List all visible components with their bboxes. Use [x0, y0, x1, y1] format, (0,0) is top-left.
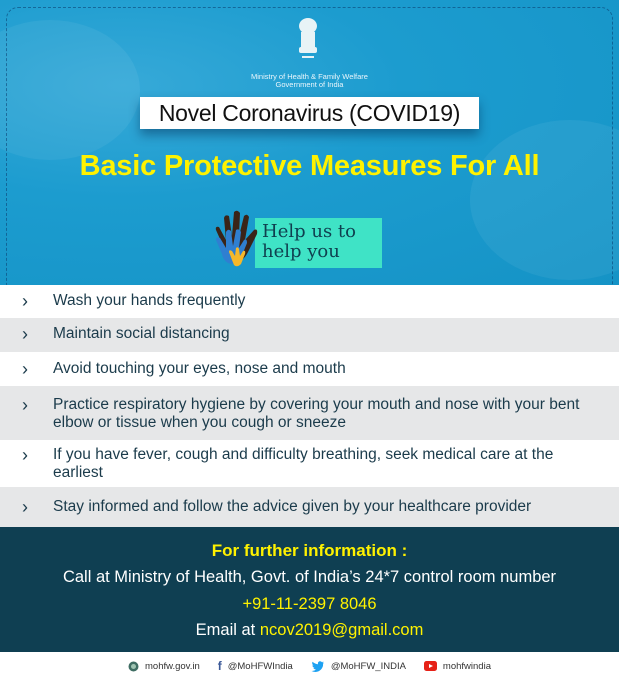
email-line [0, 621, 619, 640]
contact-info-panel [0, 527, 619, 652]
national-emblem-icon [293, 14, 323, 62]
facebook-icon: f [217, 659, 222, 673]
hero-banner [0, 0, 619, 285]
badge-line-1: Help us to [262, 221, 356, 242]
globe-icon [128, 661, 139, 672]
subtitle-box [140, 97, 479, 129]
footer [0, 652, 619, 680]
info-heading: For further information : [211, 541, 408, 560]
badge-panel [255, 218, 382, 268]
ministry-name: Ministry of Health & Family Welfare [251, 72, 368, 81]
chevron-right-icon: › [22, 445, 28, 465]
measure-text: Stay informed and follow the advice given by your healthcare provider [53, 498, 532, 515]
measure-text: Maintain social distancing [53, 325, 230, 342]
phone-number[interactable]: +91-11-2397 8046 [242, 595, 377, 613]
measure-text: Avoid touching your eyes, nose and mouth [53, 360, 346, 377]
youtube-icon [424, 661, 437, 671]
facebook-handle: @MoHFWIndia [227, 660, 293, 672]
website-link[interactable] [128, 661, 200, 672]
call-text: Call at Ministry of Health, Govt. of India’s 24*7 control room number [62, 568, 557, 586]
facebook-link[interactable] [218, 659, 293, 673]
list-item [0, 352, 619, 386]
list-item [0, 285, 619, 318]
government-name: Government of India [275, 80, 344, 89]
twitter-handle: @MoHFW_INDIA [330, 660, 406, 672]
chevron-right-icon: › [22, 395, 28, 415]
list-item [0, 386, 619, 440]
help-us-badge [210, 208, 385, 270]
website-text: mohfw.gov.in [145, 660, 200, 672]
twitter-icon [311, 661, 325, 672]
measures-list [0, 285, 619, 527]
page-title: Basic Protective Measures For All [79, 150, 540, 182]
list-item [0, 487, 619, 527]
measure-text: Practice respiratory hygiene by covering your mouth and nose with your bent elbow or tissue when you cough or sneeze [53, 396, 580, 431]
youtube-link[interactable] [424, 661, 491, 672]
chevron-right-icon: › [22, 324, 28, 344]
chevron-right-icon: › [22, 497, 28, 517]
list-item [0, 440, 619, 487]
subtitle: Novel Coronavirus (COVID19) [158, 99, 461, 126]
chevron-right-icon: › [22, 359, 28, 379]
twitter-link[interactable] [311, 661, 406, 672]
hands-icon [210, 208, 270, 270]
measure-text: If you have fever, cough and difficulty breathing, seek medical care at the earliest [53, 446, 554, 481]
youtube-handle: mohfwindia [442, 660, 491, 672]
list-item [0, 318, 619, 352]
badge-line-2: help you [262, 241, 340, 262]
chevron-right-icon: › [22, 291, 28, 311]
measure-text: Wash your hands frequently [53, 292, 246, 309]
email-label: Email at [195, 621, 260, 639]
email-link[interactable]: ncov2019@gmail.com [259, 621, 424, 639]
